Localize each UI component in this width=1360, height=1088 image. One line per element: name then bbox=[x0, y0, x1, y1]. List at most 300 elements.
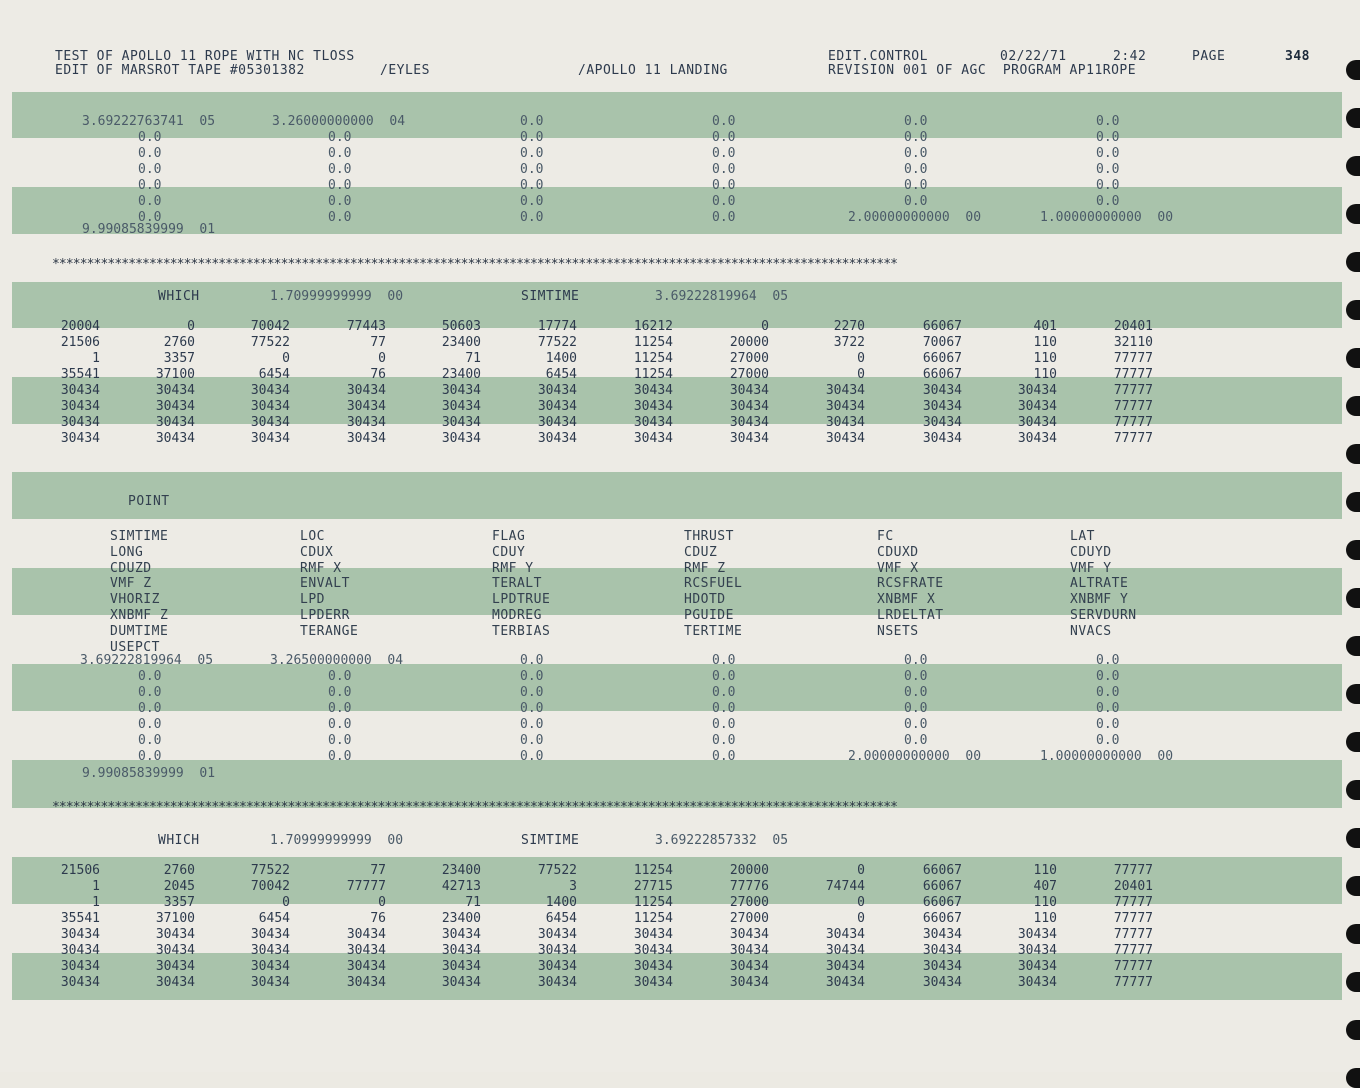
point-label: XNBMF Y bbox=[1070, 592, 1129, 608]
octal-cell: 30434 bbox=[346, 927, 386, 942]
octal-cell: 30434 bbox=[729, 415, 769, 430]
octal-cell: 76 bbox=[370, 911, 386, 926]
point-label: XNBMF Z bbox=[110, 608, 169, 623]
octal-cell: 30434 bbox=[633, 383, 673, 398]
octal-cell: 11254 bbox=[633, 895, 673, 910]
point-label: MODREG bbox=[492, 608, 542, 623]
feed-hole bbox=[1346, 204, 1360, 224]
feed-hole bbox=[1346, 60, 1360, 80]
point-label: LRDELTAT bbox=[877, 608, 944, 623]
header-author: /EYLES bbox=[380, 63, 430, 78]
simtime-value: 3.69222857332 05 bbox=[655, 833, 789, 848]
feed-hole bbox=[1346, 444, 1360, 464]
octal-cell: 0 bbox=[761, 319, 769, 334]
feed-hole bbox=[1346, 396, 1360, 416]
float-value: 0.0 bbox=[138, 685, 162, 700]
float-value: 0.0 bbox=[712, 130, 736, 145]
octal-cell: 30434 bbox=[825, 975, 865, 990]
float-value: 0.0 bbox=[520, 194, 544, 209]
octal-cell: 76 bbox=[370, 367, 386, 382]
octal-cell: 30434 bbox=[1017, 399, 1057, 414]
octal-cell: 35541 bbox=[60, 367, 100, 382]
octal-cell: 30434 bbox=[441, 943, 481, 958]
feed-hole bbox=[1346, 876, 1360, 896]
octal-cell: 0 bbox=[857, 911, 865, 926]
feed-hole bbox=[1346, 732, 1360, 752]
float-value: 0.0 bbox=[904, 146, 928, 161]
octal-cell: 30434 bbox=[155, 431, 195, 446]
octal-cell: 27000 bbox=[729, 367, 769, 382]
float-value: 0.0 bbox=[904, 162, 928, 177]
octal-cell: 30434 bbox=[633, 399, 673, 414]
octal-cell: 77777 bbox=[1113, 927, 1153, 942]
octal-cell: 30434 bbox=[155, 975, 195, 990]
green-bar bbox=[12, 664, 1342, 711]
octal-cell: 11254 bbox=[633, 335, 673, 350]
point-label: USEPCT bbox=[110, 639, 160, 655]
point-label: ALTRATE bbox=[1070, 576, 1129, 592]
octal-cell: 30434 bbox=[729, 927, 769, 942]
octal-cell: 32110 bbox=[1113, 335, 1153, 350]
octal-cell: 30434 bbox=[922, 431, 962, 446]
point-label: CDUZ bbox=[684, 544, 718, 560]
float-value: 0.0 bbox=[520, 749, 544, 764]
point-label: TERANGE bbox=[300, 623, 359, 639]
octal-cell: 70042 bbox=[250, 879, 290, 894]
octal-cell: 30434 bbox=[825, 415, 865, 430]
octal-cell: 30434 bbox=[250, 959, 290, 974]
octal-cell: 110 bbox=[1033, 351, 1057, 366]
octal-cell: 0 bbox=[857, 863, 865, 878]
float-value: 0.0 bbox=[520, 685, 544, 700]
header-title-line2: EDIT OF MARSROT TAPE #05301382 bbox=[55, 63, 305, 78]
point-label: XNBMF X bbox=[877, 592, 936, 608]
feed-hole bbox=[1346, 828, 1360, 848]
octal-cell: 21506 bbox=[60, 335, 100, 350]
point-label: CDUYD bbox=[1070, 544, 1112, 560]
octal-cell: 30434 bbox=[729, 399, 769, 414]
octal-cell: 20401 bbox=[1113, 879, 1153, 894]
octal-cell: 23400 bbox=[441, 863, 481, 878]
octal-cell: 30434 bbox=[922, 415, 962, 430]
float-value: 3.69222819964 05 bbox=[80, 653, 214, 668]
octal-cell: 77777 bbox=[1113, 399, 1153, 414]
float-value: 0.0 bbox=[1096, 114, 1120, 129]
float-value: 0.0 bbox=[520, 653, 544, 668]
point-label: TERBIAS bbox=[492, 623, 551, 639]
octal-cell: 30434 bbox=[60, 959, 100, 974]
green-bar bbox=[12, 568, 1342, 615]
point-label: CDUX bbox=[300, 544, 334, 560]
octal-cell: 30434 bbox=[60, 927, 100, 942]
octal-cell: 77 bbox=[370, 335, 386, 350]
octal-cell: 407 bbox=[1033, 879, 1057, 894]
octal-cell: 11254 bbox=[633, 351, 673, 366]
octal-cell: 77777 bbox=[1113, 431, 1153, 446]
octal-cell: 30434 bbox=[537, 975, 577, 990]
octal-cell: 110 bbox=[1033, 895, 1057, 910]
octal-cell: 30434 bbox=[825, 959, 865, 974]
point-label: RMF Z bbox=[684, 560, 726, 576]
octal-cell: 77522 bbox=[250, 863, 290, 878]
float-value: 0.0 bbox=[138, 749, 162, 764]
feed-hole bbox=[1346, 780, 1360, 800]
asterisk-separator: ************************************************************************************************************************** bbox=[52, 800, 898, 815]
float-value: 2.00000000000 00 bbox=[848, 210, 982, 225]
point-label: LAT bbox=[1070, 529, 1095, 544]
float-value: 1.00000000000 00 bbox=[1040, 749, 1174, 764]
octal-cell: 110 bbox=[1033, 335, 1057, 350]
octal-cell: 6454 bbox=[545, 367, 577, 382]
octal-cell: 37100 bbox=[155, 367, 195, 382]
float-value: 0.0 bbox=[520, 669, 544, 684]
float-value: 0.0 bbox=[1096, 146, 1120, 161]
float-value: 0.0 bbox=[138, 701, 162, 716]
octal-cell: 30434 bbox=[633, 927, 673, 942]
octal-cell: 30434 bbox=[537, 399, 577, 414]
feed-hole bbox=[1346, 1020, 1360, 1040]
float-value: 0.0 bbox=[328, 717, 352, 732]
octal-cell: 2270 bbox=[833, 319, 865, 334]
float-value: 0.0 bbox=[904, 130, 928, 145]
float-value: 0.0 bbox=[328, 194, 352, 209]
octal-cell: 30434 bbox=[441, 959, 481, 974]
octal-cell: 3 bbox=[569, 879, 577, 894]
octal-cell: 0 bbox=[857, 351, 865, 366]
asterisk-separator: ************************************************************************************************************************** bbox=[52, 257, 898, 272]
octal-cell: 30434 bbox=[250, 415, 290, 430]
feed-hole bbox=[1346, 636, 1360, 656]
octal-cell: 37100 bbox=[155, 911, 195, 926]
octal-cell: 0 bbox=[857, 895, 865, 910]
octal-cell: 77 bbox=[370, 863, 386, 878]
octal-cell: 0 bbox=[282, 895, 290, 910]
point-label: NVACS bbox=[1070, 623, 1112, 639]
float-value: 0.0 bbox=[328, 162, 352, 177]
octal-cell: 30434 bbox=[729, 943, 769, 958]
point-label: CDUZD bbox=[110, 560, 152, 576]
float-value: 0.0 bbox=[712, 701, 736, 716]
point-label: LOC bbox=[300, 529, 325, 544]
point-label: CDUXD bbox=[877, 544, 919, 560]
float-value: 0.0 bbox=[138, 146, 162, 161]
float-value: 0.0 bbox=[520, 114, 544, 129]
octal-cell: 20401 bbox=[1113, 319, 1153, 334]
octal-cell: 30434 bbox=[633, 415, 673, 430]
float-value: 0.0 bbox=[328, 669, 352, 684]
green-bar bbox=[12, 472, 1342, 519]
octal-cell: 21506 bbox=[60, 863, 100, 878]
octal-cell: 30434 bbox=[60, 383, 100, 398]
octal-cell: 30434 bbox=[346, 383, 386, 398]
point-label: HDOTD bbox=[684, 592, 726, 608]
feed-hole bbox=[1346, 108, 1360, 128]
which-label: WHICH bbox=[158, 289, 200, 304]
float-value: 0.0 bbox=[328, 210, 352, 225]
float-value: 0.0 bbox=[1096, 130, 1120, 145]
float-value: 0.0 bbox=[138, 717, 162, 732]
point-label: RCSFRATE bbox=[877, 576, 944, 592]
float-value: 0.0 bbox=[904, 701, 928, 716]
octal-cell: 20004 bbox=[60, 319, 100, 334]
octal-cell: 0 bbox=[857, 367, 865, 382]
float-value: 0.0 bbox=[712, 733, 736, 748]
which-value: 1.70999999999 00 bbox=[270, 833, 404, 848]
octal-cell: 66067 bbox=[922, 863, 962, 878]
float-value: 0.0 bbox=[1096, 178, 1120, 193]
octal-cell: 30434 bbox=[1017, 927, 1057, 942]
float-value: 0.0 bbox=[712, 162, 736, 177]
octal-cell: 1 bbox=[92, 895, 100, 910]
point-label: LPDERR bbox=[300, 608, 350, 623]
octal-cell: 30434 bbox=[1017, 383, 1057, 398]
octal-cell: 30434 bbox=[60, 431, 100, 446]
point-label: DUMTIME bbox=[110, 623, 169, 639]
octal-cell: 77522 bbox=[537, 335, 577, 350]
float-value: 0.0 bbox=[1096, 194, 1120, 209]
header-edit-control: EDIT.CONTROL bbox=[828, 49, 928, 64]
octal-cell: 30434 bbox=[1017, 415, 1057, 430]
octal-cell: 30434 bbox=[537, 431, 577, 446]
octal-cell: 71 bbox=[465, 351, 481, 366]
octal-cell: 110 bbox=[1033, 911, 1057, 926]
octal-cell: 3357 bbox=[163, 895, 195, 910]
point-label: FC bbox=[877, 529, 894, 544]
octal-cell: 77777 bbox=[1113, 911, 1153, 926]
point-label: CDUY bbox=[492, 544, 526, 560]
point-label: THRUST bbox=[684, 529, 734, 544]
octal-cell: 30434 bbox=[60, 399, 100, 414]
octal-cell: 71 bbox=[465, 895, 481, 910]
float-value: 0.0 bbox=[712, 685, 736, 700]
octal-cell: 3357 bbox=[163, 351, 195, 366]
octal-cell: 30434 bbox=[922, 399, 962, 414]
octal-cell: 2760 bbox=[163, 863, 195, 878]
float-value: 3.69222763741 05 bbox=[82, 114, 216, 129]
feed-hole bbox=[1346, 492, 1360, 512]
float-value: 0.0 bbox=[328, 146, 352, 161]
octal-cell: 30434 bbox=[729, 383, 769, 398]
octal-cell: 66067 bbox=[922, 367, 962, 382]
octal-cell: 27715 bbox=[633, 879, 673, 894]
float-value: 0.0 bbox=[138, 130, 162, 145]
octal-cell: 30434 bbox=[155, 927, 195, 942]
octal-cell: 30434 bbox=[729, 431, 769, 446]
octal-cell: 11254 bbox=[633, 911, 673, 926]
octal-cell: 50603 bbox=[441, 319, 481, 334]
point-label: SIMTIME bbox=[110, 529, 169, 544]
float-value: 0.0 bbox=[520, 130, 544, 145]
point-label: VHORIZ bbox=[110, 592, 160, 608]
octal-cell: 30434 bbox=[825, 943, 865, 958]
feed-hole bbox=[1346, 972, 1360, 992]
float-value: 0.0 bbox=[904, 178, 928, 193]
octal-cell: 77777 bbox=[346, 879, 386, 894]
octal-cell: 30434 bbox=[825, 431, 865, 446]
octal-cell: 30434 bbox=[346, 959, 386, 974]
octal-cell: 30434 bbox=[922, 975, 962, 990]
octal-cell: 30434 bbox=[633, 975, 673, 990]
feed-hole bbox=[1346, 588, 1360, 608]
point-label: SERVDURN bbox=[1070, 608, 1137, 623]
octal-cell: 30434 bbox=[60, 415, 100, 430]
octal-cell: 1 bbox=[92, 351, 100, 366]
feed-hole bbox=[1346, 540, 1360, 560]
octal-cell: 23400 bbox=[441, 367, 481, 382]
point-label: PGUIDE bbox=[684, 608, 734, 623]
feed-hole bbox=[1346, 252, 1360, 272]
octal-cell: 23400 bbox=[441, 911, 481, 926]
header-date: 02/22/71 bbox=[1000, 49, 1067, 64]
octal-cell: 0 bbox=[282, 351, 290, 366]
float-value: 0.0 bbox=[1096, 701, 1120, 716]
float-value: 0.0 bbox=[1096, 685, 1120, 700]
float-value: 0.0 bbox=[904, 653, 928, 668]
octal-cell: 30434 bbox=[155, 415, 195, 430]
octal-cell: 30434 bbox=[922, 927, 962, 942]
octal-cell: 110 bbox=[1033, 863, 1057, 878]
float-value: 0.0 bbox=[712, 653, 736, 668]
feed-hole bbox=[1346, 684, 1360, 704]
octal-cell: 77522 bbox=[537, 863, 577, 878]
octal-cell: 30434 bbox=[250, 399, 290, 414]
float-value: 0.0 bbox=[520, 701, 544, 716]
octal-cell: 77777 bbox=[1113, 895, 1153, 910]
octal-cell: 0 bbox=[187, 319, 195, 334]
octal-cell: 30434 bbox=[155, 959, 195, 974]
float-value: 0.0 bbox=[904, 194, 928, 209]
octal-cell: 30434 bbox=[155, 383, 195, 398]
octal-cell: 27000 bbox=[729, 895, 769, 910]
octal-cell: 30434 bbox=[250, 383, 290, 398]
octal-cell: 77443 bbox=[346, 319, 386, 334]
float-value: 0.0 bbox=[904, 717, 928, 732]
octal-cell: 20000 bbox=[729, 335, 769, 350]
float-value: 0.0 bbox=[138, 178, 162, 193]
octal-cell: 0 bbox=[378, 895, 386, 910]
feed-hole bbox=[1346, 1068, 1360, 1088]
octal-cell: 1 bbox=[92, 879, 100, 894]
header-page-number: 348 bbox=[1285, 49, 1310, 64]
octal-cell: 30434 bbox=[441, 927, 481, 942]
octal-cell: 30434 bbox=[825, 383, 865, 398]
octal-cell: 30434 bbox=[60, 975, 100, 990]
octal-cell: 74744 bbox=[825, 879, 865, 894]
octal-cell: 6454 bbox=[258, 367, 290, 382]
octal-cell: 27000 bbox=[729, 911, 769, 926]
octal-cell: 66067 bbox=[922, 879, 962, 894]
octal-cell: 110 bbox=[1033, 367, 1057, 382]
octal-cell: 66067 bbox=[922, 319, 962, 334]
point-label: FLAG bbox=[492, 529, 526, 544]
octal-cell: 16212 bbox=[633, 319, 673, 334]
octal-cell: 77777 bbox=[1113, 863, 1153, 878]
octal-cell: 30434 bbox=[922, 943, 962, 958]
float-value: 0.0 bbox=[712, 210, 736, 225]
octal-cell: 77777 bbox=[1113, 415, 1153, 430]
octal-cell: 30434 bbox=[922, 383, 962, 398]
float-value: 0.0 bbox=[904, 114, 928, 129]
float-value: 0.0 bbox=[328, 733, 352, 748]
point-label: NSETS bbox=[877, 623, 919, 639]
octal-cell: 30434 bbox=[633, 959, 673, 974]
header-time: 2:42 bbox=[1113, 49, 1147, 64]
point-label: VMF X bbox=[877, 560, 919, 576]
header-center-title: /APOLLO 11 LANDING bbox=[578, 63, 728, 78]
octal-cell: 30434 bbox=[346, 431, 386, 446]
octal-cell: 77777 bbox=[1113, 351, 1153, 366]
float-value-last: 9.99085839999 01 bbox=[82, 766, 216, 781]
octal-cell: 30434 bbox=[346, 399, 386, 414]
point-label: LPD bbox=[300, 592, 325, 608]
octal-cell: 6454 bbox=[545, 911, 577, 926]
header-revision: REVISION 001 OF AGC PROGRAM AP11ROPE bbox=[828, 63, 1137, 78]
octal-cell: 30434 bbox=[825, 927, 865, 942]
float-value: 0.0 bbox=[712, 717, 736, 732]
float-value: 2.00000000000 00 bbox=[848, 749, 982, 764]
octal-cell: 77777 bbox=[1113, 975, 1153, 990]
point-label: LONG bbox=[110, 544, 144, 560]
octal-cell: 77777 bbox=[1113, 383, 1153, 398]
point-label: TERALT bbox=[492, 576, 542, 592]
float-value: 3.26000000000 04 bbox=[272, 114, 406, 129]
float-value: 0.0 bbox=[712, 146, 736, 161]
octal-cell: 30434 bbox=[155, 943, 195, 958]
float-value: 0.0 bbox=[712, 669, 736, 684]
float-value: 0.0 bbox=[520, 733, 544, 748]
octal-cell: 1400 bbox=[545, 895, 577, 910]
octal-cell: 30434 bbox=[729, 975, 769, 990]
float-value: 0.0 bbox=[520, 178, 544, 193]
octal-cell: 30434 bbox=[633, 431, 673, 446]
point-label: VMF Y bbox=[1070, 560, 1112, 576]
octal-cell: 77777 bbox=[1113, 943, 1153, 958]
octal-cell: 30434 bbox=[441, 975, 481, 990]
float-value: 0.0 bbox=[1096, 669, 1120, 684]
octal-cell: 2760 bbox=[163, 335, 195, 350]
octal-cell: 11254 bbox=[633, 367, 673, 382]
octal-cell: 30434 bbox=[537, 927, 577, 942]
float-value: 0.0 bbox=[712, 749, 736, 764]
float-value: 0.0 bbox=[1096, 653, 1120, 668]
octal-cell: 30434 bbox=[537, 415, 577, 430]
octal-cell: 30434 bbox=[922, 959, 962, 974]
octal-cell: 11254 bbox=[633, 863, 673, 878]
which-value: 1.70999999999 00 bbox=[270, 289, 404, 304]
octal-cell: 30434 bbox=[346, 943, 386, 958]
octal-cell: 2045 bbox=[163, 879, 195, 894]
octal-cell: 30434 bbox=[825, 399, 865, 414]
feed-hole bbox=[1346, 156, 1360, 176]
point-label: TERTIME bbox=[684, 623, 743, 639]
float-value: 1.00000000000 00 bbox=[1040, 210, 1174, 225]
float-value-last: 9.99085839999 01 bbox=[82, 222, 216, 237]
octal-cell: 30434 bbox=[346, 975, 386, 990]
octal-cell: 17774 bbox=[537, 319, 577, 334]
octal-cell: 30434 bbox=[250, 927, 290, 942]
octal-cell: 20000 bbox=[729, 863, 769, 878]
float-value: 0.0 bbox=[904, 685, 928, 700]
point-label: RMF Y bbox=[492, 560, 534, 576]
float-value: 0.0 bbox=[328, 178, 352, 193]
float-value: 0.0 bbox=[328, 749, 352, 764]
octal-cell: 30434 bbox=[441, 383, 481, 398]
point-label: RMF X bbox=[300, 560, 342, 576]
octal-cell: 30434 bbox=[729, 959, 769, 974]
octal-cell: 30434 bbox=[441, 415, 481, 430]
float-value: 0.0 bbox=[328, 130, 352, 145]
float-value: 0.0 bbox=[712, 114, 736, 129]
